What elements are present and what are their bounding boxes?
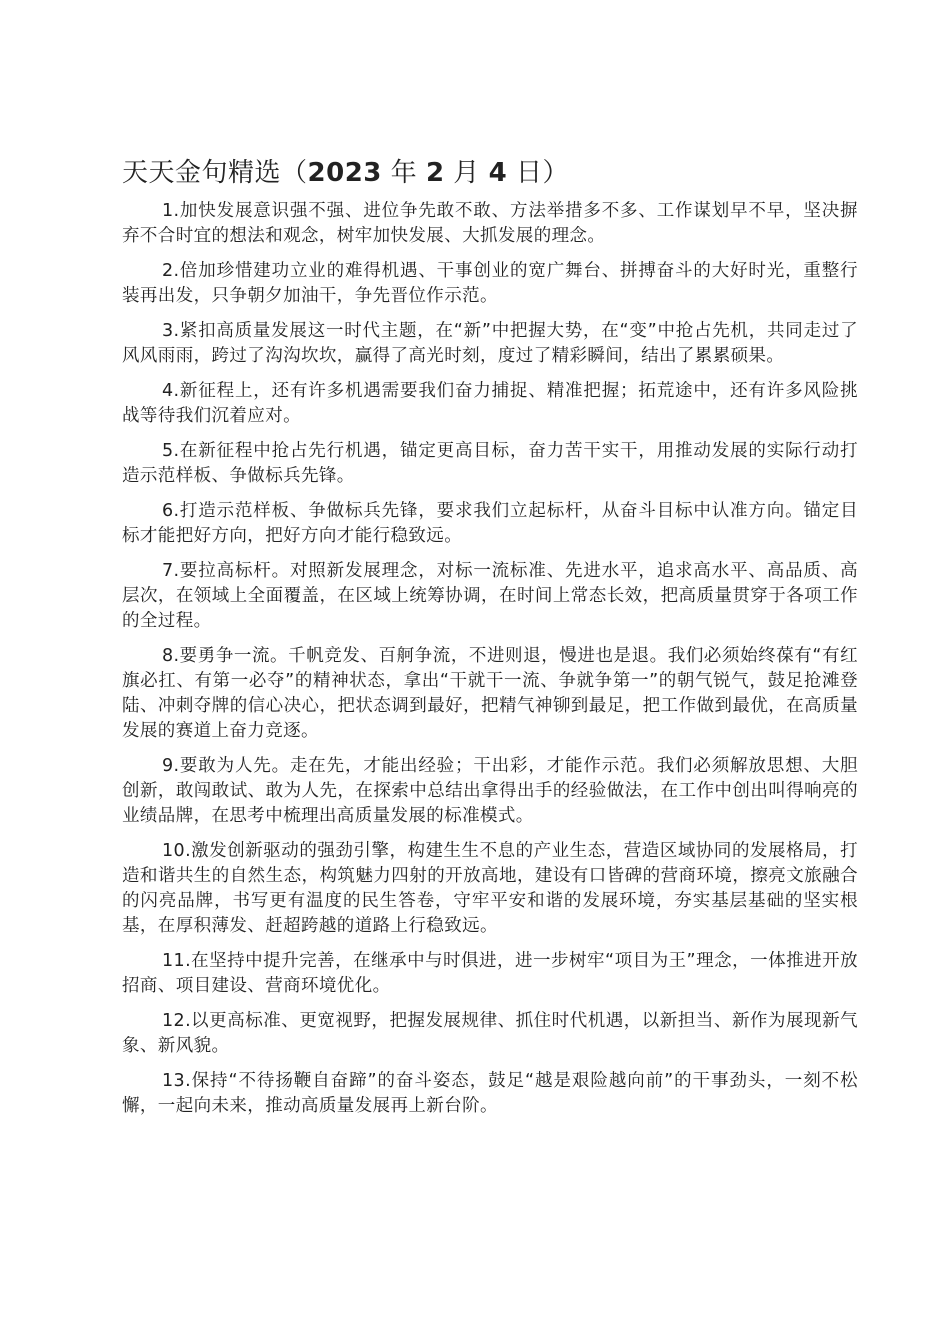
paragraph-1: 1.加快发展意识强不强、进位争先敢不敢、方法举措多不多、工作谋划早不早，坚决摒弃不合时宜的想法和观念，树牢加快发展、大抓发展的理念。 <box>122 201 858 246</box>
title-year: 2023 <box>307 158 382 188</box>
paragraph-8: 8.要勇争一流。千帆竞发、百舸争流，不进则退，慢进也是退。我们必须始终葆有“有红旗必扛、有第一必夺”的精神状态，拿出“干就干一流、争就争第一”的朝气锐气，鼓足抢滩登陆、冲刺夺牌的信心决心，把状态调到最好，把精气神铆到最足，把工作做到最优，在高质量发展的赛道上奋力竞逐。 <box>122 646 858 741</box>
paragraph-10: 10.激发创新驱动的强劲引擎，构建生生不息的产业生态，营造区域协同的发展格局，打造和谐共生的自然生态，构筑魅力四射的开放高地，建设有口皆碑的营商环境，擦亮文旅融合的闪亮品牌，书写更有温度的民生答卷，守牢平安和谐的发展环境，夯实基层基础的坚实根基，在厚积薄发、赶超跨越的道路上行稳致远。 <box>122 841 858 936</box>
page-title <box>122 155 858 191</box>
paragraph-4: 4.新征程上，还有许多机遇需要我们奋力捕捉、精准把握；拓荒途中，还有许多风险挑战等待我们沉着应对。 <box>122 381 858 426</box>
paragraph-6: 6.打造示范样板、争做标兵先锋，要求我们立起标杆，从奋斗目标中认准方向。锚定目标才能把好方向，把好方向才能行稳致远。 <box>122 501 858 546</box>
title-day: 4 <box>488 158 508 188</box>
paragraph-11: 11.在坚持中提升完善，在继承中与时俱进，进一步树牢“项目为王”理念，一体推进开放招商、项目建设、营商环境优化。 <box>122 951 858 996</box>
paragraph-9: 9.要敢为人先。走在先，才能出经验；干出彩，才能作示范。我们必须解放思想、大胆创新，敢闯敢试、敢为人先，在探索中总结出拿得出手的经验做法，在工作中创出叫得响亮的业绩品牌，在思考中梳理出高质量发展的标准模式。 <box>122 756 858 826</box>
paragraph-3: 3.紧扣高质量发展这一时代主题，在“新”中把握大势，在“变”中抢占先机，共同走过了风风雨雨，跨过了沟沟坎坎，赢得了高光时刻，度过了精彩瞬间，结出了累累硕果。 <box>122 321 858 366</box>
title-prefix: 天天金句精选（ <box>122 158 308 188</box>
paragraph-12: 12.以更高标准、更宽视野，把握发展规律、抓住时代机遇，以新担当、新作为展现新气象、新风貌。 <box>122 1011 858 1056</box>
paragraph-7: 7.要拉高标杆。对照新发展理念，对标一流标准、先进水平，追求高水平、高品质、高层次，在领域上全面覆盖，在区域上统筹协调，在时间上常态长效，把高质量贯穿于各项工作的全过程。 <box>122 561 858 631</box>
title-day-suffix: 日） <box>515 158 569 188</box>
paragraph-13: 13.保持“不待扬鞭自奋蹄”的奋斗姿态，鼓足“越是艰险越向前”的干事劲头，一刻不松懈，一起向未来，推动高质量发展再上新台阶。 <box>122 1071 858 1116</box>
paragraph-2: 2.倍加珍惜建功立业的难得机遇、干事创业的宽广舞台、拼搏奋斗的大好时光，重整行装再出发，只争朝夕加油干，争先晋位作示范。 <box>122 261 858 306</box>
title-year-suffix: 年 <box>390 158 418 188</box>
title-month: 2 <box>425 158 445 188</box>
title-month-suffix: 月 <box>453 158 480 188</box>
paragraph-5: 5.在新征程中抢占先行机遇，锚定更高目标，奋力苦干实干，用推动发展的实际行动打造示范样板、争做标兵先锋。 <box>122 441 858 486</box>
